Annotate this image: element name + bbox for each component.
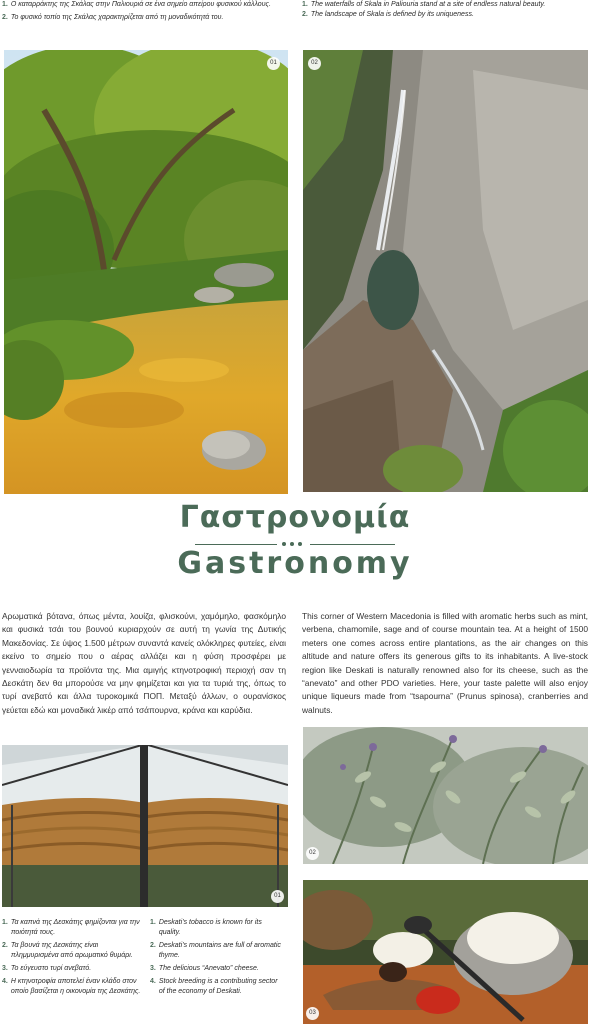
photo-number-badge: 01 (271, 890, 284, 903)
body-text-greek: Αρωματικά βότανα, όπως μέντα, λουίζα, φλισκούνι, χαμόμηλο, φασκόμηλο και φυσικά τσάι του βουνού κυριαρχούν σε αυτή τη γωνία της Δυτικής Μακεδονίας. Σε ύψος 1.500 μέτρων συναντά κανείς ολόκληρες φυτείες, είναι εκείνο το σημείο που ο αέρας αλλάζει και η φύση προσφέρει με γενναιοδωρία τα προϊόντα της. Μια αμιγής κτηνοτροφική περιοχή σαν τη Δεσκάτη δεν θα μπορούσε να μην φημίζεται και για τα τυριά της, όπως το τυρί ανεβατό και άλλα τυροκομικά ΠΟΠ. Μεταξύ άλλων, ο ουρανίσκος γεύεται εδώ και μοναδικά λικέρ από τσάπουρνα, κράνα και καρύδια. (2, 611, 286, 715)
caption-item (150, 918, 285, 938)
caption-text: Το εύγευστο τυρί ανεβατό. (10, 965, 92, 972)
caption-item (2, 941, 142, 961)
caption-item (302, 0, 588, 10)
caption-number: 2. (302, 11, 308, 18)
stream-photo (4, 50, 288, 494)
top-captions-english (302, 0, 588, 20)
photo-number-badge: 03 (306, 1007, 319, 1020)
caption-item (302, 10, 588, 20)
caption-item (150, 941, 285, 961)
caption-text: Το φυσικό τοπίο της Σκάλας χαρακτηρίζεται από τη μοναδικότητά του. (10, 14, 224, 21)
caption-number: 2. (150, 942, 156, 949)
caption-number: 1. (150, 919, 156, 926)
caption-number: 1. (2, 1, 8, 8)
caption-number: 2. (2, 14, 8, 21)
tobacco-photo (2, 745, 288, 907)
caption-number: 4. (2, 978, 8, 985)
thyme-photo (303, 727, 588, 864)
waterfall-illustration (303, 50, 588, 492)
bottom-captions-greek (2, 918, 142, 997)
photo-number-badge: 02 (308, 57, 321, 70)
caption-item (2, 977, 142, 997)
heading-greek: Γαστρονομία (179, 500, 411, 535)
caption-text: The landscape of Skala is defined by its uniqueness. (310, 11, 474, 18)
tobacco-illustration (2, 745, 288, 907)
caption-text: Deskati’s mountains are full of aromatic thyme. (158, 942, 281, 959)
caption-item (150, 964, 285, 974)
caption-text: Τα καπνά της Δεσκάτης φημίζονται για την ποιότητά τους. (10, 919, 140, 936)
caption-item (2, 964, 142, 974)
heading-english: Gastronomy (177, 546, 413, 581)
caption-number: 3. (150, 965, 156, 972)
stream-illustration (4, 50, 288, 494)
caption-text: Ο καταρράκτης της Σκάλας στην Παλιουριά σε ένα σημείο απείρου φυσικού κάλλους. (10, 1, 271, 8)
caption-text: The waterfalls of Skala in Paliouria stand at a site of endless natural beauty. (310, 1, 546, 8)
caption-number: 1. (302, 1, 308, 8)
caption-number: 1. (2, 919, 8, 926)
caption-item (2, 0, 282, 10)
bottom-captions-english (150, 918, 285, 997)
caption-number: 3. (2, 965, 8, 972)
cheese-illustration (303, 880, 588, 1024)
caption-item (150, 977, 285, 997)
cheese-photo (303, 880, 588, 1024)
caption-number: 4. (150, 978, 156, 985)
caption-text: Stock breeding is a contributing sector of the economy of Deskati. (158, 978, 278, 995)
caption-text: Η κτηνοτροφία αποτελεί έναν κλάδο στον οποίο βασίζεται η οικονομία της Δεσκάτης. (10, 978, 141, 995)
caption-item (2, 13, 282, 23)
caption-text: Τα βουνά της Δεσκάτης είναι πλημμυρισμένα από αρωματικό θυμάρι. (10, 942, 133, 959)
caption-item (2, 918, 142, 938)
waterfall-photo (303, 50, 588, 492)
thyme-illustration (303, 727, 588, 864)
caption-text: Deskati’s tobacco is known for its quality. (158, 919, 262, 936)
caption-number: 2. (2, 942, 8, 949)
body-text-english: This corner of Western Macedonia is filled with aromatic herbs such as mint, verbena, chamomile, sage and of course mountain tea. At a height of 1500 meters one comes across entire plantations, as the air changes on this altitude and nature offers its generous gifts to its inhabitants. A live-stock region like Deskati is naturally renowned also for its cheese, such as the “anevato” and other PDO varieties. Here, your taste palette will also enjoy unique liqueurs made from “tsapourna” (Prunus spinosa), cranberries and walnuts. (302, 611, 588, 715)
caption-text: The delicious “Anevato” cheese. (158, 965, 259, 972)
photo-number-badge: 01 (267, 57, 280, 70)
top-captions-greek (2, 0, 282, 23)
photo-number-badge: 02 (306, 847, 319, 860)
